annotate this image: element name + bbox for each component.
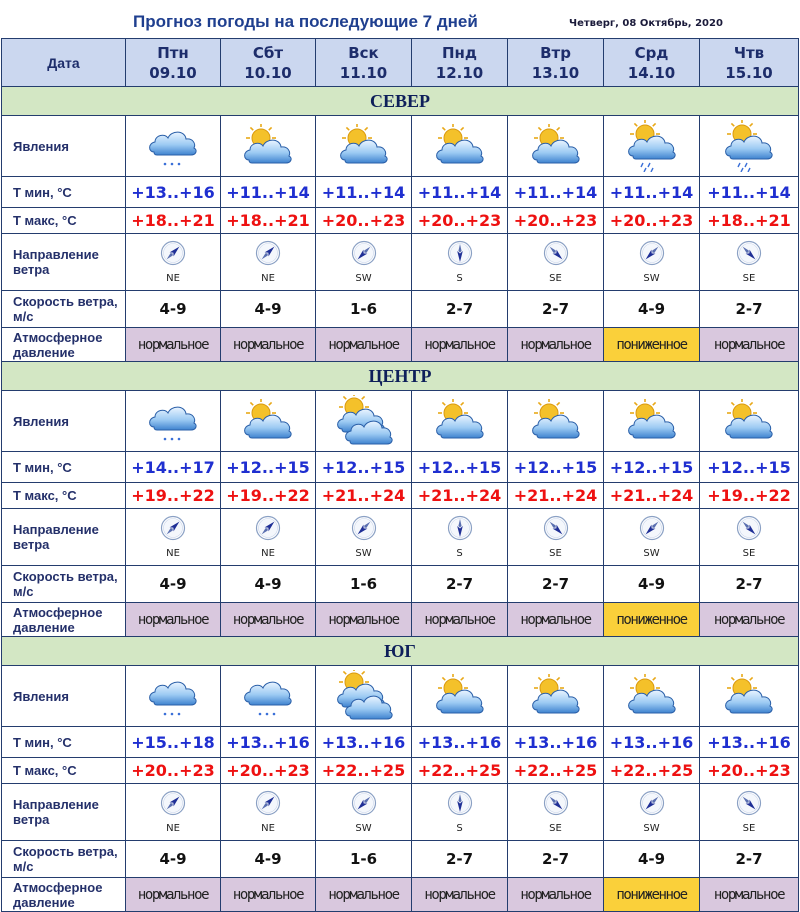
wind-dir-cell	[604, 784, 700, 841]
pressure-value: нормальное	[700, 878, 799, 912]
tmax-value: +22..+25	[508, 758, 604, 784]
day-date: 12.10	[435, 63, 484, 82]
day-header	[700, 39, 799, 87]
wind-dir-cell	[126, 234, 221, 291]
wind-speed-value: 4-9	[126, 566, 221, 603]
tmax-label: Т макс, °С	[2, 208, 126, 234]
wind-dir-cell	[604, 234, 700, 291]
tmin-value: +11..+14	[604, 177, 700, 208]
wind-speed-value: 2-7	[412, 291, 508, 328]
wind-dir-wrap	[126, 790, 220, 834]
wind-dir-text: NE	[166, 823, 180, 834]
weather-cell	[221, 391, 316, 452]
partly-cloudy-icon	[604, 399, 699, 443]
day-date: 15.10	[725, 63, 773, 82]
date-label: Дата	[2, 39, 126, 87]
compass-icon	[543, 790, 569, 821]
tmax-value: +18..+21	[221, 208, 316, 234]
weather-cell	[700, 391, 799, 452]
partly-cloudy-icon	[604, 674, 699, 718]
pressure-label: Атмосферное давление	[2, 878, 126, 912]
tmax-value: +19..+22	[126, 483, 221, 509]
region-name: ЦЕНТР	[2, 362, 799, 391]
tmin-value: +15..+18	[126, 727, 221, 758]
tmin-value: +12..+15	[316, 452, 412, 483]
wind-speed-value: 2-7	[412, 841, 508, 878]
wind-dir-text: NE	[261, 823, 275, 834]
wind-dir-cell	[508, 784, 604, 841]
region-row	[2, 362, 799, 391]
wind-dir-cell	[700, 234, 799, 291]
compass-icon	[447, 240, 473, 271]
weather-cell	[221, 116, 316, 177]
tmin-label: Т мин, °С	[2, 727, 126, 758]
wind-dir-cell	[508, 234, 604, 291]
cloud-snow-icon	[126, 122, 220, 170]
wind-dir-wrap	[700, 790, 798, 834]
tmin-value: +13..+16	[126, 177, 221, 208]
compass-icon	[736, 515, 762, 546]
weather-cell	[126, 116, 221, 177]
wind-dir-text: SE	[549, 823, 562, 834]
tmin-value: +14..+17	[126, 452, 221, 483]
wind-dir-wrap	[700, 515, 798, 559]
weather-row	[2, 116, 799, 177]
pressure-value: нормальное	[221, 603, 316, 637]
compass-icon	[160, 790, 186, 821]
day-header	[508, 39, 604, 87]
tmin-row	[2, 452, 799, 483]
weather-cell	[604, 666, 700, 727]
wind-speed-value: 2-7	[508, 291, 604, 328]
wind-dir-wrap	[221, 240, 315, 284]
wind-speed-value: 1-6	[316, 566, 412, 603]
pressure-value: нормальное	[508, 328, 604, 362]
compass-icon	[639, 790, 665, 821]
day-name: Сбт	[252, 43, 284, 62]
cloud-snow-icon	[126, 672, 220, 720]
pressure-value: нормальное	[412, 603, 508, 637]
tmax-value: +20..+23	[412, 208, 508, 234]
wind-speed-value: 2-7	[412, 566, 508, 603]
day-header	[221, 39, 316, 87]
weather-cell	[508, 116, 604, 177]
weather-cell	[316, 666, 412, 727]
page-title: Прогноз погоды на последующие 7 дней	[133, 12, 478, 31]
tmax-label: Т макс, °С	[2, 758, 126, 784]
day-name: Пнд	[441, 43, 478, 62]
wind-dir-wrap	[126, 515, 220, 559]
partly-cloudy-icon	[412, 124, 507, 168]
tmin-value: +11..+14	[412, 177, 508, 208]
tmin-label: Т мин, °С	[2, 177, 126, 208]
region-row	[2, 637, 799, 666]
compass-icon	[351, 240, 377, 271]
wind-speed-value: 2-7	[700, 566, 799, 603]
partly-cloudy-icon	[412, 399, 507, 443]
weather-cell	[316, 116, 412, 177]
weather-row	[2, 666, 799, 727]
wind-speed-value: 2-7	[700, 841, 799, 878]
wind-speed-value: 4-9	[126, 841, 221, 878]
wind-dir-wrap	[126, 240, 220, 284]
pressure-value: пониженное	[604, 328, 700, 362]
pressure-value: нормальное	[700, 603, 799, 637]
tmax-value: +20..+23	[221, 758, 316, 784]
partly-cloudy-rain-icon	[604, 120, 699, 172]
region-name: ЮГ	[2, 637, 799, 666]
day-name: Срд	[634, 43, 669, 62]
overcast-sun-icon	[316, 395, 411, 447]
wind-dir-wrap	[700, 240, 798, 284]
tmax-value: +20..+23	[700, 758, 799, 784]
wind-dir-text: SE	[742, 548, 756, 559]
wind-speed-label: Скорость ветра, м/с	[2, 291, 126, 328]
tmax-value: +22..+25	[316, 758, 412, 784]
tmax-value: +22..+25	[604, 758, 700, 784]
tmax-row	[2, 208, 799, 234]
tmax-value: +20..+23	[508, 208, 604, 234]
day-date: 11.10	[339, 63, 388, 82]
tmin-value: +12..+15	[700, 452, 799, 483]
wind-dir-text: SE	[742, 273, 756, 284]
wind-dir-wrap	[221, 515, 315, 559]
tmax-value: +18..+21	[126, 208, 221, 234]
pressure-value: нормальное	[700, 328, 799, 362]
day-date: 10.10	[244, 63, 292, 82]
tmax-value: +20..+23	[604, 208, 700, 234]
compass-icon	[160, 240, 186, 271]
wind-dir-wrap	[604, 790, 699, 834]
wind-dir-cell	[221, 784, 316, 841]
wind-dir-cell	[412, 784, 508, 841]
compass-icon	[351, 790, 377, 821]
weather-row	[2, 391, 799, 452]
tmax-value: +18..+21	[700, 208, 799, 234]
tmin-value: +12..+15	[604, 452, 700, 483]
wind-dir-wrap	[221, 790, 315, 834]
tmin-value: +11..+14	[221, 177, 316, 208]
wind-dir-wrap	[412, 240, 507, 284]
wind-speed-value: 4-9	[604, 291, 700, 328]
tmin-value: +13..+16	[412, 727, 508, 758]
wind-speed-value: 1-6	[316, 291, 412, 328]
pressure-value: пониженное	[604, 603, 700, 637]
partly-cloudy-rain-icon	[700, 120, 798, 172]
wind-dir-wrap	[508, 790, 603, 834]
wind-dir-text: SE	[742, 823, 756, 834]
day-header	[126, 39, 221, 87]
wind-dir-cell	[221, 234, 316, 291]
wind-dir-cell	[508, 509, 604, 566]
pressure-value: нормальное	[126, 328, 221, 362]
partly-cloudy-icon	[508, 399, 603, 443]
wind-dir-text: SW	[643, 823, 660, 834]
wind-dir-wrap	[412, 515, 507, 559]
partly-cloudy-icon	[412, 674, 507, 718]
wind-dir-row	[2, 784, 799, 841]
wind-speed-row	[2, 841, 799, 878]
wind-speed-value: 1-6	[316, 841, 412, 878]
pressure-row	[2, 328, 799, 362]
partly-cloudy-icon	[508, 124, 603, 168]
weather-label: Явления	[2, 116, 126, 177]
pressure-value: нормальное	[316, 603, 412, 637]
wind-dir-text: SW	[355, 273, 372, 284]
compass-icon	[160, 515, 186, 546]
wind-dir-cell	[126, 784, 221, 841]
wind-dir-cell	[316, 784, 412, 841]
weather-cell	[700, 666, 799, 727]
compass-icon	[447, 790, 473, 821]
tmax-value: +20..+23	[316, 208, 412, 234]
wind-speed-value: 2-7	[508, 841, 604, 878]
wind-dir-wrap	[316, 240, 411, 284]
pressure-value: нормальное	[221, 328, 316, 362]
wind-dir-cell	[412, 509, 508, 566]
wind-dir-text: NE	[261, 273, 275, 284]
wind-speed-row	[2, 291, 799, 328]
tmax-label: Т макс, °С	[2, 483, 126, 509]
partly-cloudy-icon	[700, 674, 798, 718]
compass-icon	[543, 515, 569, 546]
compass-icon	[639, 515, 665, 546]
wind-dir-wrap	[316, 515, 411, 559]
pressure-row	[2, 878, 799, 912]
tmin-value: +13..+16	[604, 727, 700, 758]
day-name: Вск	[348, 43, 379, 62]
weather-cell	[604, 116, 700, 177]
pressure-value: нормальное	[508, 878, 604, 912]
compass-icon	[736, 240, 762, 271]
wind-speed-value: 2-7	[508, 566, 604, 603]
wind-dir-text: SW	[643, 273, 660, 284]
wind-dir-wrap	[508, 515, 603, 559]
weather-cell	[604, 391, 700, 452]
day-name: Чтв	[733, 43, 765, 62]
weather-label: Явления	[2, 666, 126, 727]
day-header	[412, 39, 508, 87]
weather-cell	[412, 666, 508, 727]
tmin-row	[2, 727, 799, 758]
partly-cloudy-icon	[700, 399, 798, 443]
wind-dir-text: S	[456, 273, 463, 284]
wind-dir-cell	[221, 509, 316, 566]
wind-dir-row	[2, 234, 799, 291]
region-name: СЕВЕР	[2, 87, 799, 116]
header-row	[2, 39, 799, 87]
wind-speed-label: Скорость ветра, м/с	[2, 566, 126, 603]
day-header	[316, 39, 412, 87]
wind-dir-label: Направление ветра	[2, 234, 126, 291]
weather-cell	[221, 666, 316, 727]
compass-icon	[255, 790, 281, 821]
pressure-value: нормальное	[126, 878, 221, 912]
pressure-value: пониженное	[604, 878, 700, 912]
compass-icon	[447, 515, 473, 546]
wind-dir-text: SE	[549, 548, 562, 559]
pressure-value: нормальное	[316, 328, 412, 362]
tmax-value: +19..+22	[700, 483, 799, 509]
tmin-value: +13..+16	[221, 727, 316, 758]
tmax-value: +21..+24	[508, 483, 604, 509]
wind-dir-wrap	[412, 790, 507, 834]
wind-dir-text: NE	[166, 548, 180, 559]
pressure-row	[2, 603, 799, 637]
wind-dir-cell	[412, 234, 508, 291]
wind-speed-value: 4-9	[604, 566, 700, 603]
partly-cloudy-icon	[221, 399, 315, 443]
tmax-row	[2, 758, 799, 784]
pressure-label: Атмосферное давление	[2, 328, 126, 362]
day-name: Втр	[540, 43, 571, 62]
current-date: Четверг, 08 Октябрь, 2020	[569, 18, 723, 29]
wind-dir-cell	[700, 784, 799, 841]
wind-dir-wrap	[508, 240, 603, 284]
wind-speed-value: 4-9	[604, 841, 700, 878]
tmin-value: +11..+14	[700, 177, 799, 208]
day-date: 14.10	[627, 63, 676, 82]
compass-icon	[543, 240, 569, 271]
wind-speed-value: 2-7	[700, 291, 799, 328]
wind-dir-wrap	[604, 240, 699, 284]
pressure-value: нормальное	[126, 603, 221, 637]
weather-cell	[412, 391, 508, 452]
pressure-value: нормальное	[316, 878, 412, 912]
wind-dir-cell	[126, 509, 221, 566]
tmax-value: +21..+24	[316, 483, 412, 509]
tmin-value: +11..+14	[508, 177, 604, 208]
tmax-value: +19..+22	[221, 483, 316, 509]
day-name: Птн	[157, 43, 189, 62]
wind-dir-text: NE	[166, 273, 180, 284]
wind-dir-cell	[316, 234, 412, 291]
wind-dir-text: S	[456, 823, 463, 834]
compass-icon	[255, 240, 281, 271]
weather-cell	[508, 666, 604, 727]
page-header	[0, 0, 800, 38]
wind-dir-text: S	[456, 548, 463, 559]
tmax-row	[2, 483, 799, 509]
wind-speed-value: 4-9	[221, 841, 316, 878]
tmin-label: Т мин, °С	[2, 452, 126, 483]
day-header	[604, 39, 700, 87]
region-row	[2, 87, 799, 116]
day-date: 09.10	[149, 63, 197, 82]
tmax-value: +22..+25	[412, 758, 508, 784]
wind-dir-text: SW	[355, 548, 372, 559]
overcast-sun-icon	[316, 670, 411, 722]
wind-speed-value: 4-9	[126, 291, 221, 328]
tmin-value: +13..+16	[508, 727, 604, 758]
wind-speed-value: 4-9	[221, 566, 316, 603]
weather-cell	[508, 391, 604, 452]
compass-icon	[255, 515, 281, 546]
compass-icon	[736, 790, 762, 821]
wind-dir-label: Направление ветра	[2, 509, 126, 566]
pressure-value: нормальное	[412, 328, 508, 362]
wind-speed-row	[2, 566, 799, 603]
wind-dir-text: SE	[549, 273, 562, 284]
day-date: 13.10	[531, 63, 580, 82]
partly-cloudy-icon	[316, 124, 411, 168]
wind-dir-row	[2, 509, 799, 566]
tmax-value: +21..+24	[412, 483, 508, 509]
forecast-table	[1, 38, 799, 912]
pressure-value: нормальное	[221, 878, 316, 912]
weather-cell	[126, 666, 221, 727]
tmin-value: +12..+15	[412, 452, 508, 483]
wind-dir-text: SW	[643, 548, 660, 559]
weather-cell	[126, 391, 221, 452]
cloud-snow-icon	[221, 672, 315, 720]
wind-speed-label: Скорость ветра, м/с	[2, 841, 126, 878]
compass-icon	[351, 515, 377, 546]
wind-dir-text: SW	[355, 823, 372, 834]
partly-cloudy-icon	[508, 674, 603, 718]
wind-dir-wrap	[316, 790, 411, 834]
weather-label: Явления	[2, 391, 126, 452]
wind-dir-cell	[700, 509, 799, 566]
wind-dir-cell	[316, 509, 412, 566]
cloud-snow-icon	[126, 397, 220, 445]
tmax-value: +20..+23	[126, 758, 221, 784]
pressure-value: нормальное	[412, 878, 508, 912]
wind-dir-text: NE	[261, 548, 275, 559]
tmin-row	[2, 177, 799, 208]
wind-dir-wrap	[604, 515, 699, 559]
tmin-value: +12..+15	[221, 452, 316, 483]
tmin-value: +11..+14	[316, 177, 412, 208]
weather-cell	[700, 116, 799, 177]
wind-dir-cell	[604, 509, 700, 566]
tmax-value: +21..+24	[604, 483, 700, 509]
weather-cell	[412, 116, 508, 177]
partly-cloudy-icon	[221, 124, 315, 168]
weather-cell	[316, 391, 412, 452]
tmin-value: +13..+16	[700, 727, 799, 758]
wind-dir-label: Направление ветра	[2, 784, 126, 841]
pressure-label: Атмосферное давление	[2, 603, 126, 637]
tmin-value: +12..+15	[508, 452, 604, 483]
wind-speed-value: 4-9	[221, 291, 316, 328]
pressure-value: нормальное	[508, 603, 604, 637]
tmin-value: +13..+16	[316, 727, 412, 758]
compass-icon	[639, 240, 665, 271]
